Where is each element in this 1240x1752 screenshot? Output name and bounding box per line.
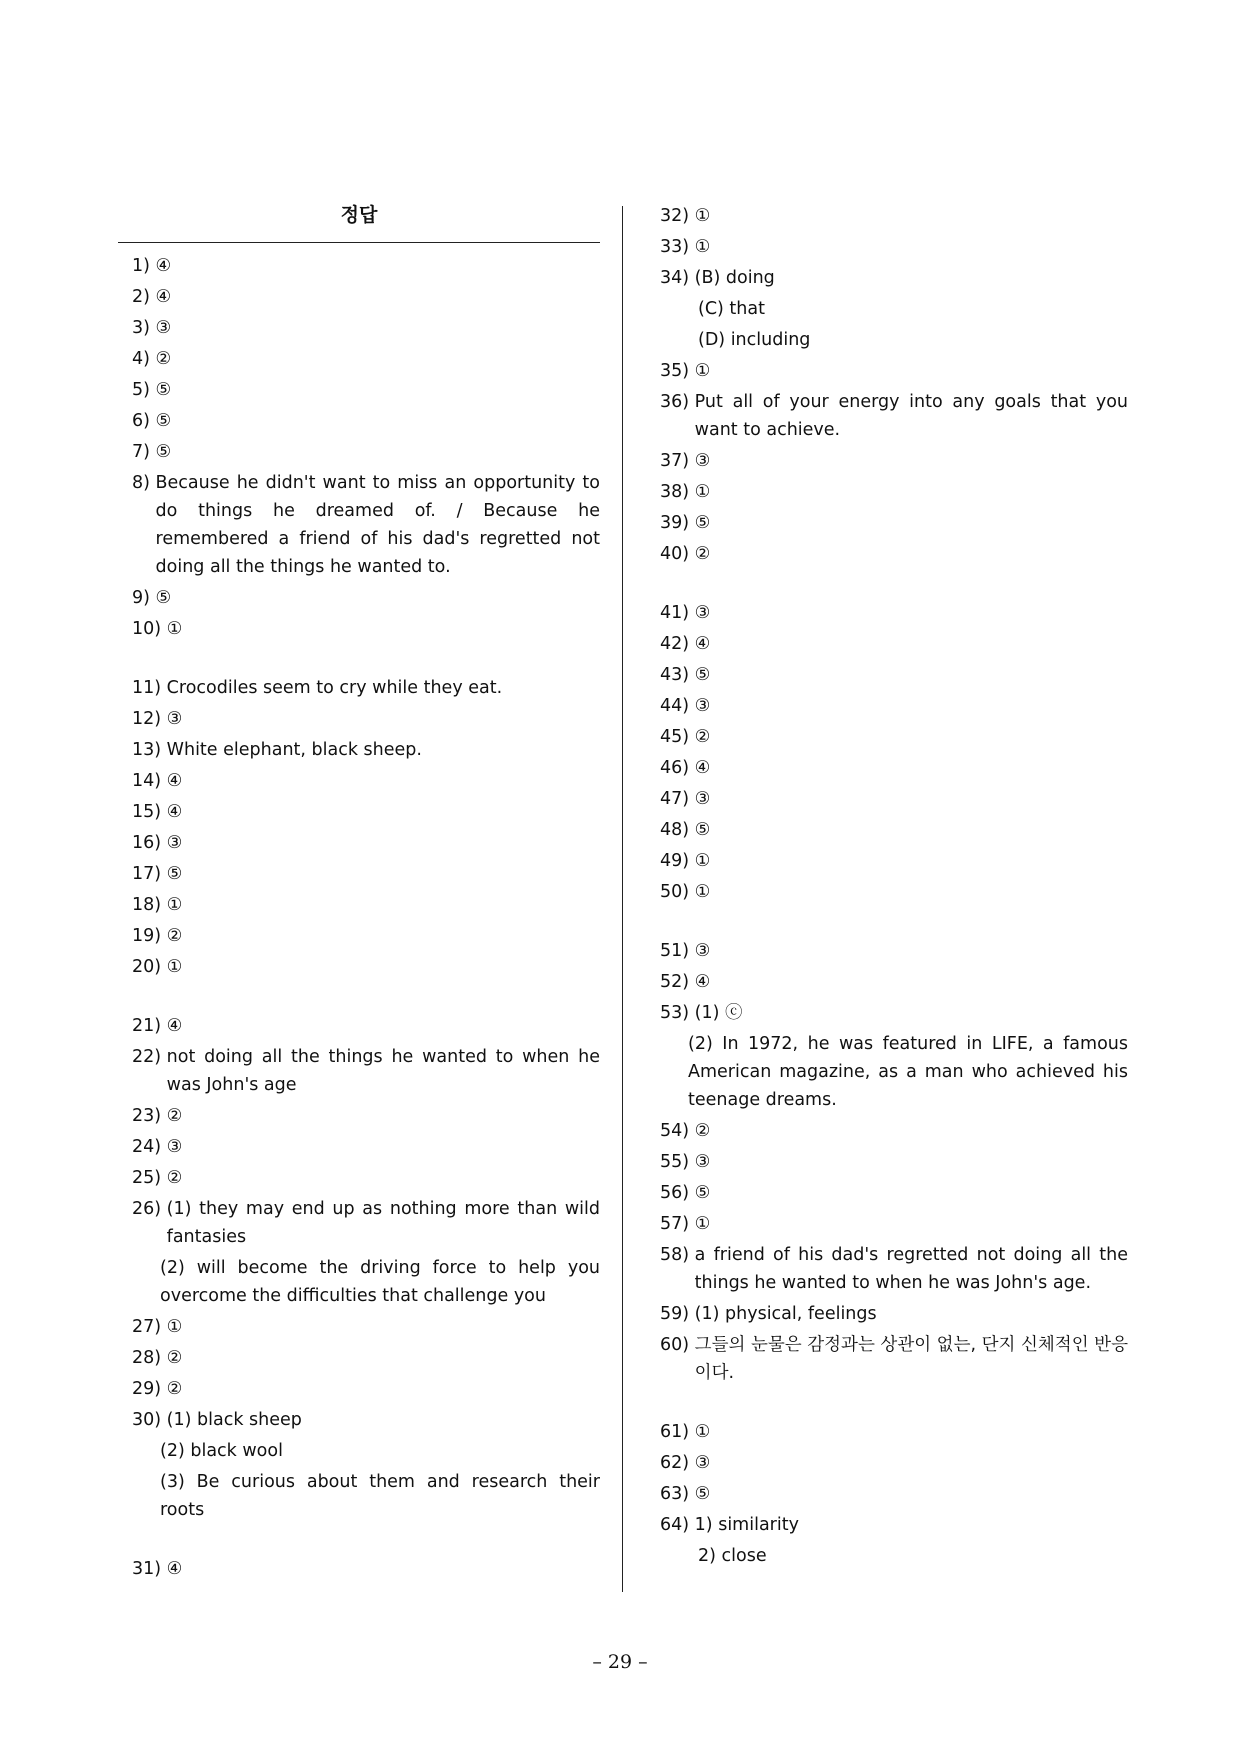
answer-text: ⑤ <box>694 1183 711 1203</box>
answer-text: ⑤ <box>166 864 183 884</box>
answer-subpart: 2) close <box>698 1546 767 1566</box>
answer-text: ③ <box>694 603 711 623</box>
answer-entry <box>660 447 1128 475</box>
section-gap <box>132 646 600 674</box>
answer-entry <box>132 798 600 826</box>
answer-entry <box>132 705 600 733</box>
answer-column-left <box>132 252 600 1586</box>
answer-entry <box>660 1331 1128 1387</box>
answer-entry <box>660 723 1128 751</box>
answer-entry <box>660 540 1128 568</box>
answer-number: 6) <box>132 411 156 431</box>
answer-entry <box>660 661 1128 689</box>
answer-text: ③ <box>694 451 711 471</box>
answer-entry <box>660 478 1128 506</box>
answer-text: ③ <box>155 318 172 338</box>
answer-entry <box>132 584 600 612</box>
answer-entry <box>132 736 600 764</box>
title-rule <box>118 242 600 243</box>
answer-entry <box>660 999 1128 1114</box>
section-gap <box>660 1390 1128 1418</box>
answer-text: ③ <box>166 709 183 729</box>
answer-number: 15) <box>132 802 167 822</box>
answer-entry <box>660 785 1128 813</box>
answer-text: ⑤ <box>155 588 172 608</box>
answer-text: ① <box>166 1317 183 1337</box>
answer-text: ⑤ <box>694 513 711 533</box>
answer-text: ③ <box>694 696 711 716</box>
answer-entry <box>660 968 1128 996</box>
answer-number: 39) <box>660 513 695 533</box>
column-divider <box>622 206 623 1592</box>
answer-entry <box>660 1418 1128 1446</box>
answer-number: 56) <box>660 1183 695 1203</box>
answer-number: 38) <box>660 482 695 502</box>
answer-text: ③ <box>694 1453 711 1473</box>
answer-entry <box>132 438 600 466</box>
answer-number: 2) <box>132 287 156 307</box>
answer-entry <box>132 922 600 950</box>
answer-number: 18) <box>132 895 167 915</box>
answer-entry <box>660 1480 1128 1508</box>
answer-number: 61) <box>660 1422 695 1442</box>
answer-entry <box>660 509 1128 537</box>
answer-entry <box>132 469 600 581</box>
answer-entry <box>132 1375 600 1403</box>
answer-entry <box>132 953 600 981</box>
answer-entry <box>660 1117 1128 1145</box>
answer-entry <box>660 1449 1128 1477</box>
answer-text: ① <box>694 237 711 257</box>
answer-text: ⑤ <box>155 442 172 462</box>
answer-number: 37) <box>660 451 695 471</box>
answer-number: 11) <box>132 678 167 698</box>
answer-number: 48) <box>660 820 695 840</box>
answer-column-right <box>660 202 1128 1573</box>
answer-number: 32) <box>660 206 695 226</box>
answer-text: ③ <box>166 1137 183 1157</box>
answer-number: 10) <box>132 619 167 639</box>
answer-number: 3) <box>132 318 156 338</box>
answer-number: 30) <box>132 1410 167 1430</box>
answer-number: 49) <box>660 851 695 871</box>
answer-number: 36) <box>660 392 695 412</box>
answer-text: ① <box>694 482 711 502</box>
answer-text: ② <box>166 1379 183 1399</box>
answer-number: 63) <box>660 1484 695 1504</box>
answer-number: 9) <box>132 588 156 608</box>
answer-text: Crocodiles seem to cry while they eat. <box>166 678 503 698</box>
answer-subpart: (2) In 1972, he was featured in LIFE, a famous American magazine, as a man who achieved his teenage dreams. <box>688 1034 1128 1110</box>
answer-number: 21) <box>132 1016 167 1036</box>
answer-number: 14) <box>132 771 167 791</box>
answer-text: 그들의 눈물은 감정과는 상관이 없는, 단지 신체적인 반응이다. <box>694 1335 1128 1383</box>
section-gap <box>132 984 600 1012</box>
answer-text: ② <box>694 727 711 747</box>
answer-text: ⑤ <box>155 380 172 400</box>
answer-entry <box>660 816 1128 844</box>
answer-number: 51) <box>660 941 695 961</box>
answer-text: ④ <box>166 771 183 791</box>
answer-text: Put all of your energy into any goals that you want to achieve. <box>694 392 1128 440</box>
answer-number: 58) <box>660 1245 695 1265</box>
answer-entry <box>660 1148 1128 1176</box>
answer-number: 8) <box>132 473 156 493</box>
answer-number: 55) <box>660 1152 695 1172</box>
answer-text: ③ <box>694 941 711 961</box>
answer-entry <box>132 1043 600 1099</box>
answer-number: 25) <box>132 1168 167 1188</box>
section-gap <box>132 1527 600 1555</box>
answer-entry <box>132 829 600 857</box>
answer-number: 54) <box>660 1121 695 1141</box>
answer-text: ④ <box>155 287 172 307</box>
answer-text: (1) ⓒ <box>694 1003 743 1023</box>
answer-entry <box>660 233 1128 261</box>
answer-entry <box>660 630 1128 658</box>
answer-entry <box>660 754 1128 782</box>
answer-entry <box>660 692 1128 720</box>
answer-text: ④ <box>694 634 711 654</box>
answer-text: ② <box>694 1121 711 1141</box>
answer-number: 4) <box>132 349 156 369</box>
answer-text: ⑤ <box>694 1484 711 1504</box>
answer-entry <box>132 1406 600 1524</box>
page-number: – 29 – <box>592 1651 648 1673</box>
answer-text: ① <box>166 895 183 915</box>
answer-text: (1) black sheep <box>166 1410 302 1430</box>
answer-number: 12) <box>132 709 167 729</box>
answer-entry <box>132 615 600 643</box>
answer-number: 40) <box>660 544 695 564</box>
answer-text: (1) they may end up as nothing more than wild fantasies <box>166 1199 600 1247</box>
answer-number: 46) <box>660 758 695 778</box>
answer-number: 57) <box>660 1214 695 1234</box>
answer-number: 64) <box>660 1515 695 1535</box>
answer-number: 31) <box>132 1559 167 1579</box>
answer-entry <box>660 599 1128 627</box>
answer-entry <box>132 1313 600 1341</box>
answer-text: ④ <box>166 1016 183 1036</box>
answer-number: 28) <box>132 1348 167 1368</box>
answer-number: 17) <box>132 864 167 884</box>
answer-entry <box>660 264 1128 354</box>
answer-number: 59) <box>660 1304 695 1324</box>
answer-text: ② <box>694 544 711 564</box>
answer-entry <box>132 767 600 795</box>
answer-number: 1) <box>132 256 156 276</box>
answer-text: ① <box>694 361 711 381</box>
answer-text: ② <box>166 1106 183 1126</box>
answer-entry <box>132 407 600 435</box>
answer-number: 33) <box>660 237 695 257</box>
answer-text: ⑤ <box>694 665 711 685</box>
answer-entry <box>132 1164 600 1192</box>
answer-number: 44) <box>660 696 695 716</box>
answer-entry <box>132 376 600 404</box>
answer-entry <box>660 1210 1128 1238</box>
answer-text: ③ <box>694 1152 711 1172</box>
answer-entry <box>132 1555 600 1583</box>
answer-text: a friend of his dad's regretted not doing all the things he wanted to when he was John's age. <box>694 1245 1128 1293</box>
answer-text: ② <box>166 1348 183 1368</box>
answer-entry <box>132 1102 600 1130</box>
answer-entry <box>132 1344 600 1372</box>
answer-entry <box>132 1012 600 1040</box>
answer-entry <box>660 937 1128 965</box>
answer-text: (1) physical, feelings <box>694 1304 877 1324</box>
answer-entry <box>132 252 600 280</box>
answer-entry <box>132 1133 600 1161</box>
answer-text: Because he didn't want to miss an opportunity to do things he dreamed of. / Because he remembered a friend of his dad's regretted not doing all the things he wanted to. <box>155 473 600 577</box>
answer-subpart: (2) will become the driving force to help you overcome the difficulties that challenge you <box>160 1258 600 1306</box>
answer-text: ④ <box>166 802 183 822</box>
answer-entry <box>132 891 600 919</box>
answer-text: ⑤ <box>694 820 711 840</box>
answer-text: ① <box>694 882 711 902</box>
answer-number: 34) <box>660 268 695 288</box>
answer-text: ③ <box>694 789 711 809</box>
answer-text: ① <box>694 1214 711 1234</box>
answer-subpart: (3) Be curious about them and research their roots <box>160 1472 600 1520</box>
answer-text: ② <box>166 1168 183 1188</box>
answer-entry <box>660 847 1128 875</box>
answer-text: ② <box>166 926 183 946</box>
answer-text: not doing all the things he wanted to when he was John's age <box>166 1047 600 1095</box>
answer-number: 29) <box>132 1379 167 1399</box>
answer-entry <box>660 1511 1128 1570</box>
answer-text: 1) similarity <box>694 1515 799 1535</box>
answer-number: 22) <box>132 1047 167 1067</box>
answer-text: ① <box>166 957 183 977</box>
answer-entry <box>660 357 1128 385</box>
answer-number: 7) <box>132 442 156 462</box>
answer-number: 13) <box>132 740 167 760</box>
answer-subpart: (2) black wool <box>160 1441 283 1461</box>
answer-entry <box>132 1195 600 1310</box>
answer-number: 53) <box>660 1003 695 1023</box>
answer-entry <box>660 1179 1128 1207</box>
answer-number: 41) <box>660 603 695 623</box>
answer-number: 27) <box>132 1317 167 1337</box>
section-gap <box>660 909 1128 937</box>
answer-subpart: (D) including <box>698 330 811 350</box>
answer-number: 20) <box>132 957 167 977</box>
section-gap <box>660 571 1128 599</box>
answer-text: ① <box>166 619 183 639</box>
answer-number: 16) <box>132 833 167 853</box>
answer-number: 43) <box>660 665 695 685</box>
answer-entry <box>660 1300 1128 1328</box>
answer-entry <box>132 674 600 702</box>
answer-number: 5) <box>132 380 156 400</box>
answer-entry <box>132 283 600 311</box>
answer-text: ④ <box>694 972 711 992</box>
answer-subpart: (C) that <box>698 299 765 319</box>
answer-text: White elephant, black sheep. <box>166 740 422 760</box>
answer-number: 50) <box>660 882 695 902</box>
page-title: 정답 <box>340 204 378 226</box>
answer-number: 62) <box>660 1453 695 1473</box>
answer-number: 19) <box>132 926 167 946</box>
answer-entry <box>132 345 600 373</box>
answer-text: ② <box>155 349 172 369</box>
answer-entry <box>132 314 600 342</box>
answer-number: 24) <box>132 1137 167 1157</box>
answer-entry <box>660 388 1128 444</box>
answer-entry <box>660 202 1128 230</box>
answer-text: ④ <box>166 1559 183 1579</box>
answer-text: ① <box>694 851 711 871</box>
answer-number: 45) <box>660 727 695 747</box>
answer-number: 42) <box>660 634 695 654</box>
answer-number: 26) <box>132 1199 167 1219</box>
answer-text: ① <box>694 1422 711 1442</box>
answer-number: 47) <box>660 789 695 809</box>
answer-entry <box>132 860 600 888</box>
answer-number: 52) <box>660 972 695 992</box>
answer-entry <box>660 1241 1128 1297</box>
answer-number: 35) <box>660 361 695 381</box>
answer-text: ③ <box>166 833 183 853</box>
answer-entry <box>660 878 1128 906</box>
answer-text: ④ <box>694 758 711 778</box>
answer-text: ⑤ <box>155 411 172 431</box>
answer-text: ① <box>694 206 711 226</box>
answer-number: 60) <box>660 1335 695 1355</box>
answer-number: 23) <box>132 1106 167 1126</box>
answer-text: ④ <box>155 256 172 276</box>
answer-text: (B) doing <box>694 268 775 288</box>
